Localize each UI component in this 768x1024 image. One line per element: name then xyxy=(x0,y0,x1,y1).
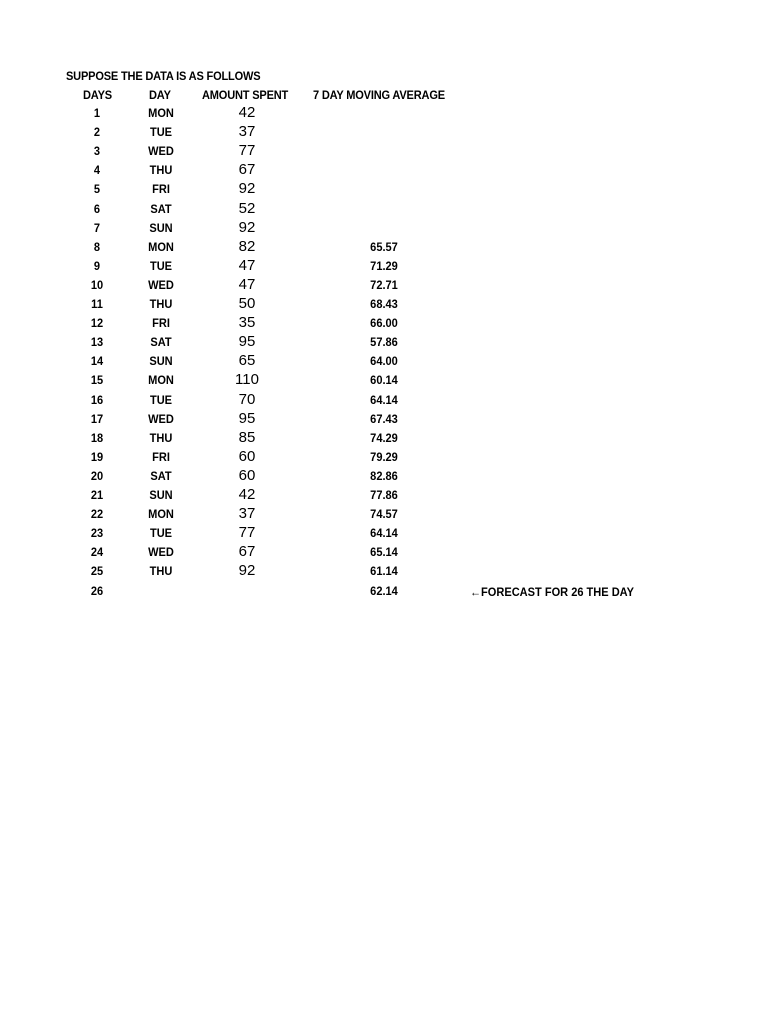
cell-amount-spent: 37 xyxy=(238,123,256,140)
cell-day: THU xyxy=(149,297,173,311)
cell-day: WED xyxy=(148,545,174,559)
cell-moving-average: 64.14 xyxy=(370,526,398,540)
cell-days: 19 xyxy=(90,450,104,464)
cell-days: 5 xyxy=(93,182,101,196)
cell-moving-average: 72.71 xyxy=(370,278,398,292)
cell-amount-spent: 47 xyxy=(238,257,256,274)
cell-day: THU xyxy=(149,163,173,177)
cell-days: 24 xyxy=(90,545,104,559)
cell-days: 20 xyxy=(90,469,104,483)
cell-days: 7 xyxy=(93,221,101,235)
cell-amount-spent: 82 xyxy=(238,238,256,255)
cell-amount-spent: 42 xyxy=(238,486,256,503)
header-day: DAY xyxy=(149,88,171,102)
cell-moving-average: 79.29 xyxy=(370,450,398,464)
cell-day: SAT xyxy=(150,335,172,349)
cell-days: 9 xyxy=(93,259,101,273)
cell-amount-spent: 95 xyxy=(238,410,256,427)
cell-day: WED xyxy=(148,412,174,426)
cell-days: 21 xyxy=(90,488,104,502)
cell-days: 14 xyxy=(90,354,104,368)
cell-days: 10 xyxy=(90,278,104,292)
sheet-title: SUPPOSE THE DATA IS AS FOLLOWS xyxy=(66,69,261,83)
cell-moving-average: 62.14 xyxy=(370,584,398,598)
header-amount-spent: AMOUNT SPENT xyxy=(202,88,289,102)
cell-moving-average: 74.29 xyxy=(370,431,398,445)
cell-moving-average xyxy=(362,219,406,238)
cell-moving-average: 67.43 xyxy=(370,412,398,426)
cell-day: SAT xyxy=(150,469,172,483)
cell-day: SUN xyxy=(149,488,173,502)
cell-amount-spent: 65 xyxy=(238,352,256,369)
cell-days: 4 xyxy=(93,163,101,177)
cell-moving-average xyxy=(362,200,406,219)
cell-day: TUE xyxy=(149,259,173,273)
cell-days: 12 xyxy=(90,316,104,330)
cell-moving-average xyxy=(362,180,406,199)
cell-day: TUE xyxy=(149,125,173,139)
cell-amount-spent: 92 xyxy=(238,180,256,197)
cell-days: 26 xyxy=(90,584,104,598)
cell-days: 25 xyxy=(90,564,104,578)
cell-amount-spent: 110 xyxy=(235,371,259,388)
cell-day: FRI xyxy=(152,316,170,330)
cell-days: 1 xyxy=(93,106,101,120)
cell-days: 15 xyxy=(90,373,104,387)
cell-days: 16 xyxy=(90,393,104,407)
cell-amount-spent: 77 xyxy=(238,142,256,159)
cell-moving-average xyxy=(362,161,406,180)
cell-day: TUE xyxy=(149,393,173,407)
cell-amount-spent: 67 xyxy=(238,543,256,560)
cell-days: 18 xyxy=(90,431,104,445)
cell-moving-average: 65.57 xyxy=(370,240,398,254)
cell-moving-average: 74.57 xyxy=(370,507,398,521)
cell-moving-average: 64.00 xyxy=(370,354,398,368)
cell-day: MON xyxy=(148,106,174,120)
cell-moving-average: 82.86 xyxy=(370,469,398,483)
cell-day: WED xyxy=(148,278,174,292)
cell-days: 8 xyxy=(93,240,101,254)
cell-day: MON xyxy=(148,373,174,387)
cell-moving-average: 68.43 xyxy=(370,297,398,311)
cell-moving-average xyxy=(362,104,406,123)
cell-day: THU xyxy=(149,564,173,578)
cell-days: 22 xyxy=(90,507,104,521)
cell-days: 3 xyxy=(93,144,101,158)
cell-amount-spent: 42 xyxy=(238,104,256,121)
cell-amount-spent: 52 xyxy=(238,200,256,217)
cell-amount-spent: 70 xyxy=(238,391,256,408)
cell-day: SUN xyxy=(149,221,173,235)
cell-amount-spent: 77 xyxy=(238,524,256,541)
cell-moving-average: 71.29 xyxy=(370,259,398,273)
cell-moving-average: 66.00 xyxy=(370,316,398,330)
cell-amount-spent: 47 xyxy=(238,276,256,293)
cell-moving-average: 77.86 xyxy=(370,488,398,502)
cell-day: THU xyxy=(149,431,173,445)
cell-day: MON xyxy=(148,507,174,521)
cell-days: 17 xyxy=(90,412,104,426)
cell-day: MON xyxy=(148,240,174,254)
cell-days: 23 xyxy=(90,526,104,540)
cell-moving-average: 65.14 xyxy=(370,545,398,559)
cell-moving-average: 60.14 xyxy=(370,373,398,387)
cell-days: 13 xyxy=(90,335,104,349)
cell-moving-average xyxy=(362,123,406,142)
cell-moving-average: 64.14 xyxy=(370,393,398,407)
cell-amount-spent: 60 xyxy=(238,448,256,465)
cell-amount-spent: 95 xyxy=(238,333,256,350)
cell-amount-spent: 92 xyxy=(238,219,256,236)
cell-day: WED xyxy=(148,144,174,158)
header-moving-average: 7 DAY MOVING AVERAGE xyxy=(313,88,445,102)
cell-amount-spent: 50 xyxy=(238,295,256,312)
header-days: DAYS xyxy=(83,88,112,102)
cell-amount-spent: 60 xyxy=(238,467,256,484)
cell-amount-spent: 37 xyxy=(238,505,256,522)
cell-day: TUE xyxy=(149,526,173,540)
cell-amount-spent: 85 xyxy=(238,429,256,446)
cell-amount-spent: 35 xyxy=(238,314,256,331)
cell-amount-spent: 67 xyxy=(238,161,256,178)
cell-day xyxy=(139,582,183,601)
cell-moving-average: 57.86 xyxy=(370,335,398,349)
cell-days: 11 xyxy=(91,297,103,311)
cell-day: SUN xyxy=(149,354,173,368)
cell-moving-average xyxy=(362,142,406,161)
cell-days: 6 xyxy=(93,202,101,216)
cell-day: FRI xyxy=(152,450,170,464)
cell-day: SAT xyxy=(150,202,172,216)
cell-days: 2 xyxy=(93,125,101,139)
cell-day: FRI xyxy=(152,182,170,196)
cell-moving-average: 61.14 xyxy=(370,564,398,578)
forecast-note: ←FORECAST FOR 26 THE DAY xyxy=(470,585,634,599)
cell-amount-spent xyxy=(222,582,272,601)
cell-amount-spent: 92 xyxy=(238,562,256,579)
